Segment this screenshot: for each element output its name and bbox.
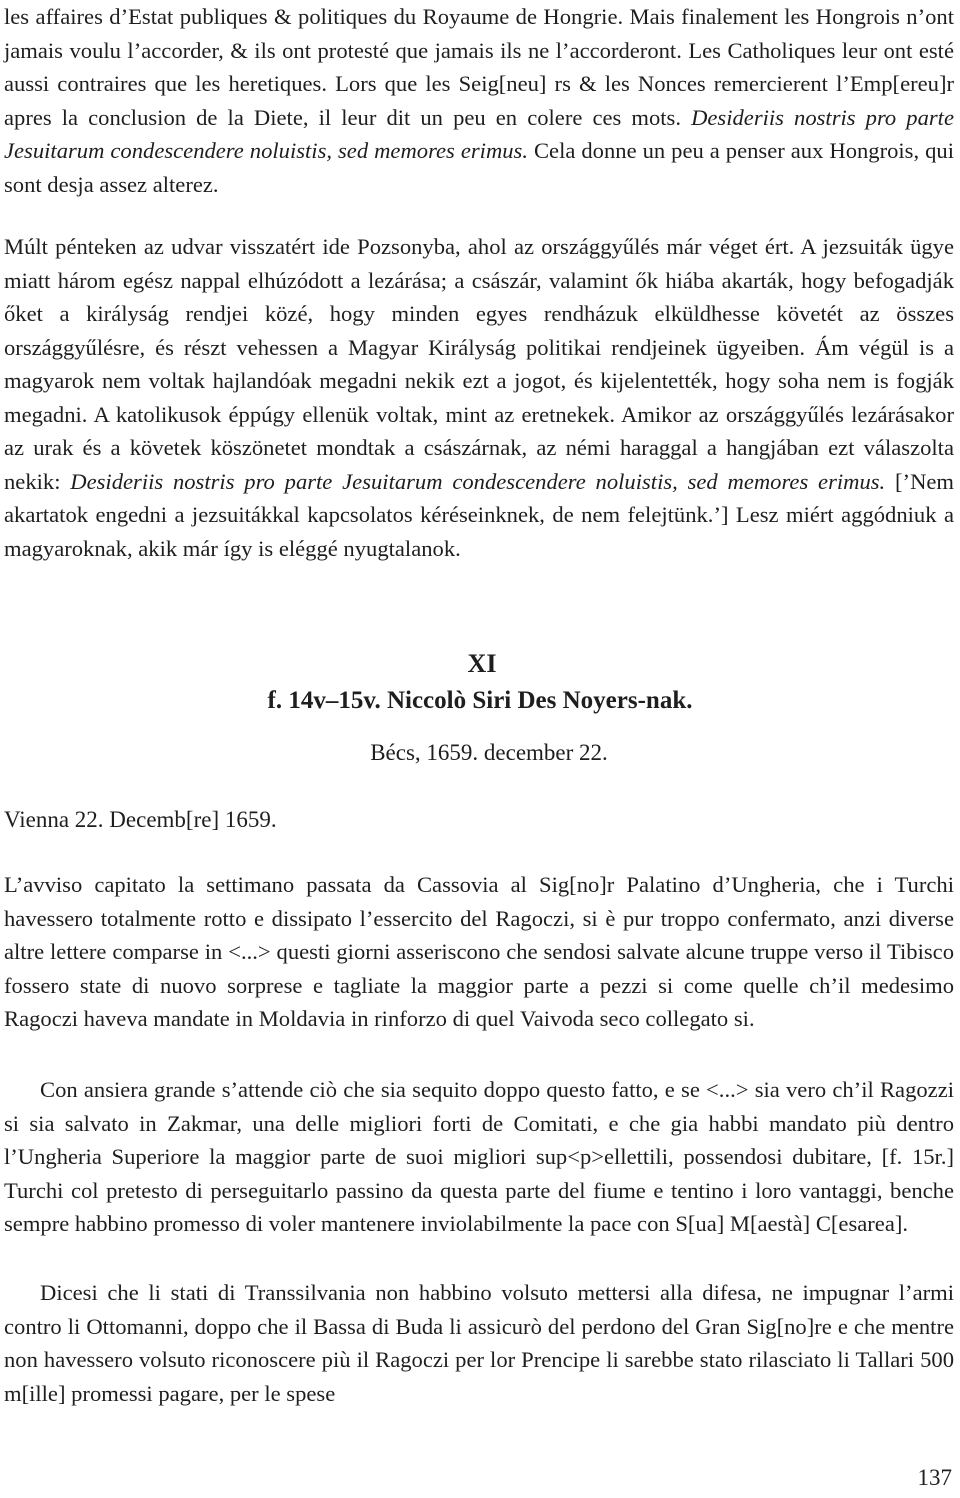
french-text-1: les affaires d’Estat publiques & politiques du Royaume de Hongrie. Mais finalement les Hongrois n’ont jamais voulu l’accorder, & ils ont protesté que jamais ils ne l’accorderont. Les Catholiques leur ont esté aussi contraires que les heretiques. Lors que les Seig[neu] rs & les Nonces remercierent l’Emp[ereu]r apres la conclusion de la Diete, il leur dit un peu en colere ces mots.: [4, 4, 954, 130]
document-title: f. 14v–15v. Niccolò Siri Des Noyers-nak.: [267, 687, 693, 714]
hungarian-paragraph: [4, 230, 954, 565]
french-text-2: Cela donne un peu a penser aux Hongrois, qui sont desja assez alterez.: [4, 138, 954, 197]
italian-paragraph-3: Dicesi che li stati di Transsilvania non habbino volsuto mettersi alla difesa, ne impugnar l’armi contro li Ottomanni, doppo che il Bassa di Buda li assicurò del perdono del Gran Sig[no]re e che mentre non havessero volsuto riconoscere più il Ragoczi per lor Prencipe li sarebbe stato rilasciato li Tallari 500 m[ille] promessi pagare, per le spese: [4, 1280, 954, 1406]
hungarian-latin-quote: Desideriis nostris pro parte Jesuitarum condescendere noluistis, sed memores erimus.: [70, 468, 886, 494]
document-date: Bécs, 1659. december 22.: [370, 740, 608, 765]
italian-paragraph-1: L’avviso capitato la settimano passata da Cassovia al Sig[no]r Palatino d’Ungheria, che i Turchi havessero totalmente rotto e dissipato l’essercito del Ragoczi, si è pur troppo confermato, anzi diverse altre lettere comparse in <...> questi giorni asseriscono che sendosi salvate alcune truppe verso il Tibisco fossero state di nuovo sorprese e tagliate la maggior parte a pezzi si come quelle ch’il medesimo Ragoczi haveva mandate in Moldavia in rinforzo di quel Vaivoda seco collegato si.: [4, 872, 954, 1031]
page-number: 137: [917, 1465, 952, 1490]
hungarian-text-2: [’Nem akartatok engedni a jezsuitákkal kapcsolatos kéréseinknek, de nem felejtünk.’] Lesz miért aggódniuk a magyaroknak, akik már így is eléggé nyugtalanok.: [4, 468, 954, 561]
letter-date: Vienna 22. Decemb[re] 1659.: [4, 807, 277, 832]
hungarian-text-1: Múlt pénteken az udvar visszatért ide Pozsonyba, ahol az országgyűlés már véget ért. A jezsuiták ügye miatt három egész nappal elhúzódott a lezárása; a császár, valamint ők hiába akarták, hogy befogadják őket a királyság rendjei közé, hogy minden egyes rendházuk elküldhesse követét az összes országgyűlésre, és részt vehessen a Magyar Királyság politikai rendjeinek ügyeiben. Ám végül is a magyarok nem voltak hajlandóak megadni nekik ezt a jogot, és kijelentették, hogy soha nem is fogják megadni. A katolikusok éppúgy ellenük voltak, mint az eretnekek. Amikor az országgyűlés lezárásakor az urak és a követek köszönetet mondtak a császárnak, az némi haraggal a hangjában ezt válaszolta nekik:: [4, 234, 954, 494]
french-paragraph: [4, 0, 954, 201]
french-latin-quote: Desideriis nostris pro parte Jesuitarum condescendere noluistis, sed memores erimus.: [4, 104, 954, 163]
italian-paragraph-2: Con ansiera grande s’attende ciò che sia sequito doppo questo fatto, e se <...> sia vero ch’il Ragozzi si sia salvato in Zakmar, una delle migliori forti de Comitati, e che gia habbi mandato più dentro l’Ungheria Superiore la maggior parte de suoi migliori sup<p>ellettili, possendosi dubitare, [f. 15r.] Turchi col pretesto di perseguitarlo passino da questa parte del fiume e tentino i loro vantaggi, benche sempre habbino promesso di voler mantenere inviolabilmente la pace con S[ua] M[aestà] C[esarea].: [4, 1077, 954, 1236]
document-number: XI: [467, 649, 497, 678]
